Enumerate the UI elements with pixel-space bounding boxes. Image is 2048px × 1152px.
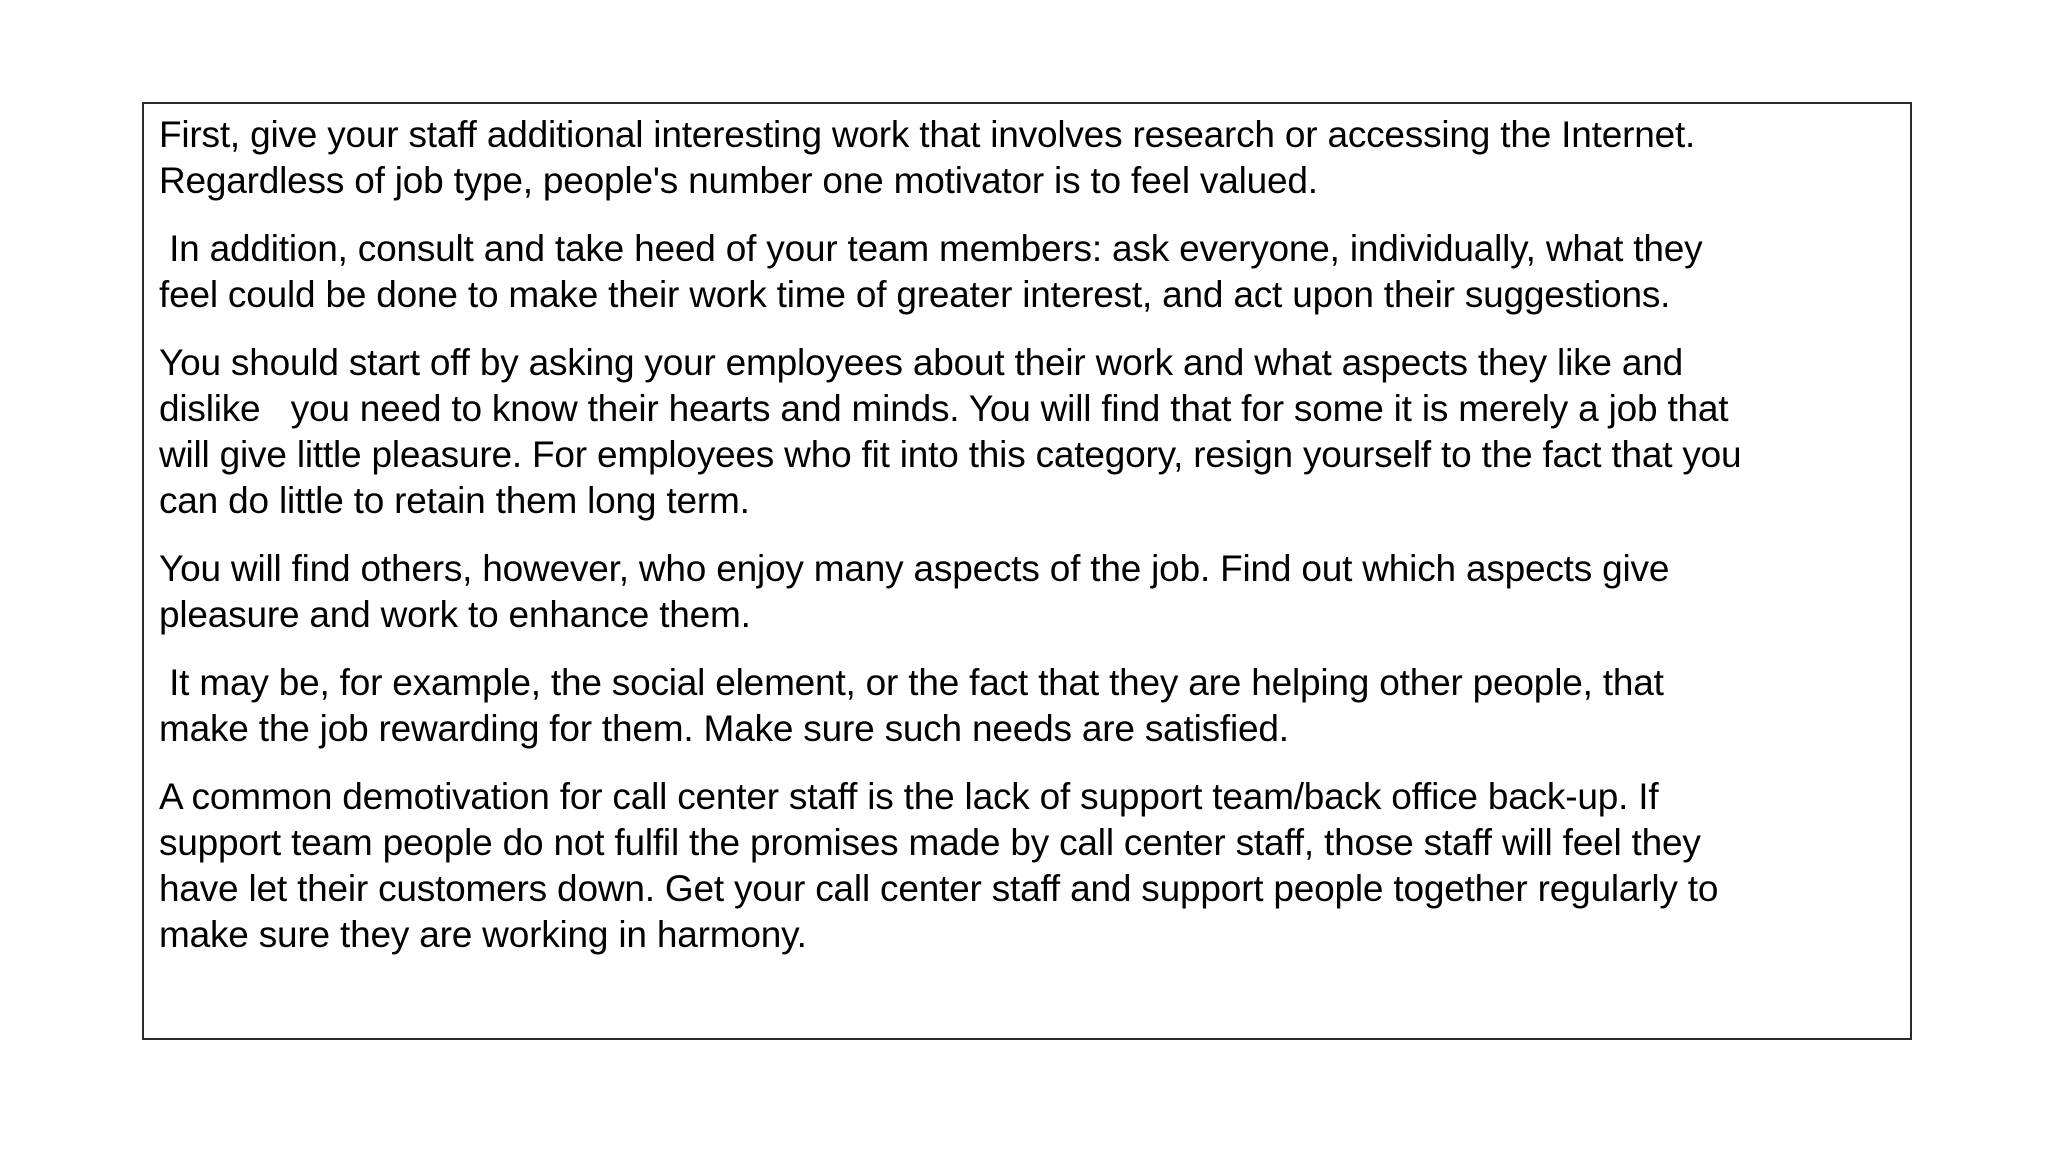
paragraph-find-others: You will find others, however, who enjoy many aspects of the job. Find out which aspects give pleasure and work to enhance them.	[159, 548, 1670, 635]
paragraph-social-element: It may be, for example, the social element, or the fact that they are helping other people, that make the job rewarding for them. Make sure such needs are satisfied.	[159, 662, 1664, 749]
text-box	[142, 102, 1912, 1040]
paragraph-support-team: A common demotivation for call center staff is the lack of support team/back office back-up. If support team people do not fulfil the promises made by call center staff, those staff will feel they have let their customers down. Get your call center staff and support people together regularly to make sure they are working in harmony.	[159, 776, 1719, 955]
paragraph-ask-employees: You should start off by asking your employees about their work and what aspects they like and dislike you need to know their hearts and minds. You will find that for some it is merely a job that will give little pleasure. For employees who fit into this category, resign yourself to the fact that you can do little to retain them long term.	[159, 342, 1742, 521]
paragraph-give-interesting-work: First, give your staff additional interesting work that involves research or accessing the Internet. Regardless of job type, people's number one motivator is to feel valued.	[159, 114, 1696, 201]
paragraph-consult-team: In addition, consult and take heed of your team members: ask everyone, individually, what they feel could be done to make their work time of greater interest, and act upon their suggestions.	[159, 228, 1703, 315]
